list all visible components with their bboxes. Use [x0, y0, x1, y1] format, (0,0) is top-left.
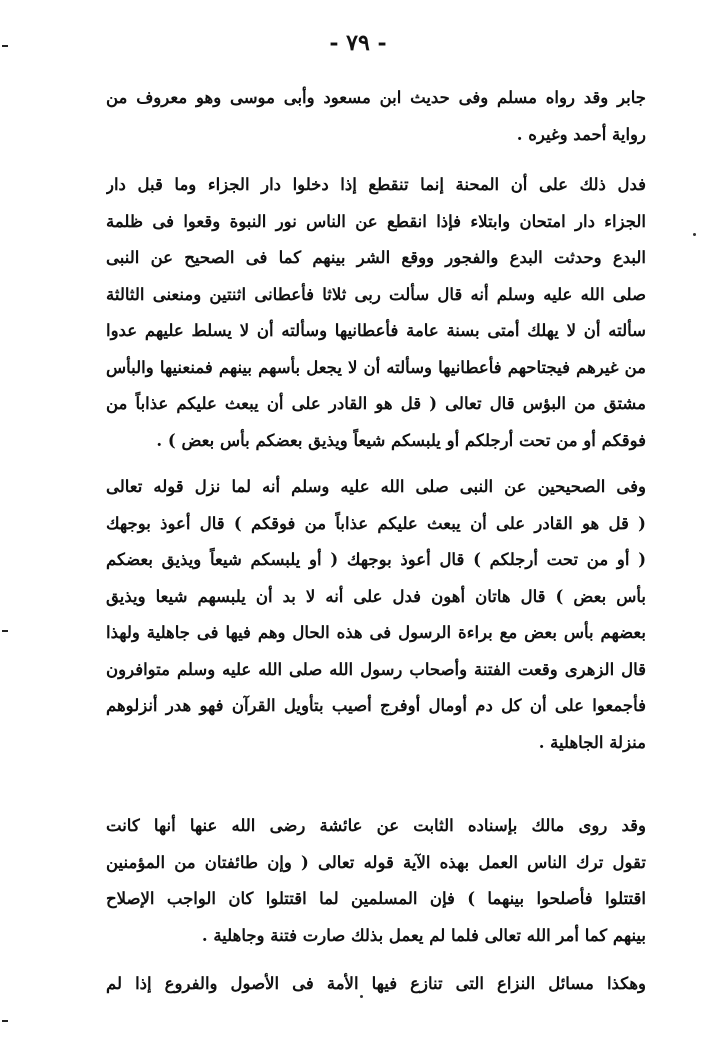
text-line: من غيرهم فيجتاحهم فأعطانيها وسألته أن لا يجعل بأسهم بينهم فمنعنيها والبأس	[106, 357, 646, 377]
text-line: منزلة الجاهلية .	[538, 732, 646, 752]
margin-mark	[2, 45, 8, 47]
paragraph-4	[106, 808, 646, 954]
text-line: جابر وقد رواه مسلم وفى حديث ابن مسعود وأبى موسى وهو معروف من	[106, 88, 646, 107]
text-line: بينهم كما أمر الله تعالى فلما لم يعمل بذلك صارت فتنة وجاهلية .	[201, 925, 646, 945]
text-line: ( أو من تحت أرجلكم ) قال أعوذ بوجهك ( أو يلبسكم شيعاً ويذيق بعضكم	[106, 550, 646, 569]
text-line: مشتق من البؤس قال تعالى ( قل هو القادر على أن يبعث عليكم عذاباً من	[106, 394, 646, 413]
page-number: - ٧٩ -	[329, 30, 387, 56]
text-line: صلى الله عليه وسلم أنه قال سألت ربى ثلاثا فأعطانى اثنتين ومنعنى الثالثة	[106, 284, 646, 304]
text-line: الجزاء دار امتحان وابتلاء فإذا انقطع عن الناس نور النبوة وقعوا فى ظلمة	[106, 211, 646, 231]
text-line: بعضهم بأس بعض مع براءة الرسول فى هذه الحال وهم فيها فى جاهلية ولهذا	[106, 623, 646, 642]
paragraph-1	[106, 80, 646, 153]
text-line: سألته أن لا يهلك أمتى بسنة عامة فأعطانيها وسألته أن لا يسلط عليهم عدوا	[106, 321, 646, 340]
paragraph-2	[106, 167, 646, 459]
text-line: وهكذا مسائل النزاع التى تنازع فيها الأمة فى الأصول والفروع إذا لم	[106, 974, 646, 993]
text-line: اقتتلوا فأصلحوا بينهما ) فإن المسلمين لما اقتتلوا كان الواجب الإصلاح	[106, 889, 646, 908]
paragraph-3	[106, 469, 646, 761]
text-line: فوقكم أو من تحت أرجلكم أو يلبسكم شيعاً ويذيق بعضكم بأس بعض ) .	[156, 430, 646, 450]
scan-speck	[693, 233, 696, 236]
text-line: وقد روى مالك بإسناده الثابت عن عائشة رضى الله عنها أنها كانت	[106, 816, 646, 835]
text-line: رواية أحمد وغيره .	[516, 124, 646, 144]
paragraph-5	[106, 966, 646, 1003]
margin-mark	[2, 630, 8, 632]
text-line: فأجمعوا على أن كل دم أومال أوفرج أصيب بتأويل القرآن فهو هدر أنزلوهم	[106, 696, 646, 715]
text-line: قال الزهرى وقعت الفتنة وأصحاب رسول الله صلى الله عليه وسلم متوافرون	[106, 659, 646, 679]
text-line: فدل ذلك على أن المحنة إنما تنقطع إذا دخلوا دار الجزاء وما قبل دار	[106, 175, 646, 194]
text-line: ( قل هو القادر على أن يبعث عليكم عذاباً من فوقكم ) قال أعوذ بوجهك	[106, 513, 646, 533]
text-line: بأس بعض ) قال هاتان أهون فدل على أنه لا بد أن يلبسهم شيعا ويذيق	[106, 586, 646, 606]
text-line: البدع وحدثت البدع والفجور ووقع الشر بينهم كما فى الصحيح عن النبى	[106, 248, 646, 267]
margin-mark	[2, 1020, 8, 1022]
text-line: تقول ترك الناس العمل بهذه الآية قوله تعالى ( وإن طائفتان من المؤمنين	[106, 852, 646, 872]
text-line: وفى الصحيحين عن النبى صلى الله عليه وسلم أنه لما نزل قوله تعالى	[106, 477, 646, 496]
